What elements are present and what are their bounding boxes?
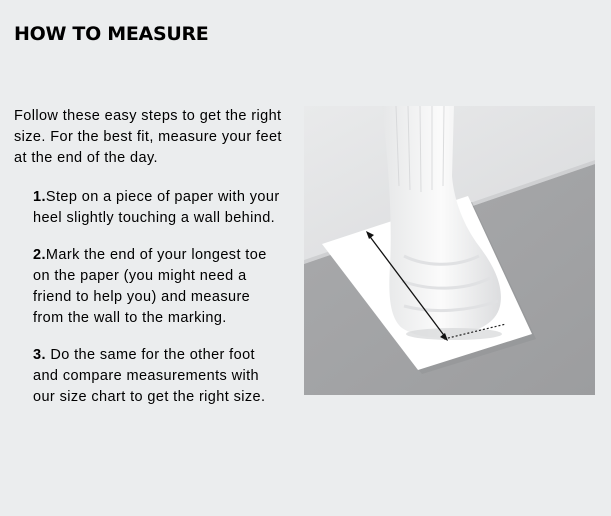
step-3-text: Do the same for the other foot and compare measurements with our size chart to get the right size. xyxy=(33,347,266,405)
page-title: HOW TO MEASURE xyxy=(14,23,209,45)
step-3-number: 3. xyxy=(33,347,46,363)
step-2-number: 2. xyxy=(33,247,46,263)
step-1 xyxy=(33,187,283,229)
foot-measure-image xyxy=(304,106,595,395)
intro-text: Follow these easy steps to get the right size. For the best fit, measure your feet at the end of the day. xyxy=(14,108,282,166)
step-2-text: Mark the end of your longest toe on the paper (you might need a friend to help you) and measure from the wall to the marking. xyxy=(33,247,267,326)
steps-list xyxy=(33,187,283,424)
step-3 xyxy=(33,345,283,408)
step-2 xyxy=(33,245,283,329)
step-1-number: 1. xyxy=(33,189,46,205)
step-1-text: Step on a piece of paper with your heel slightly touching a wall behind. xyxy=(33,189,280,226)
